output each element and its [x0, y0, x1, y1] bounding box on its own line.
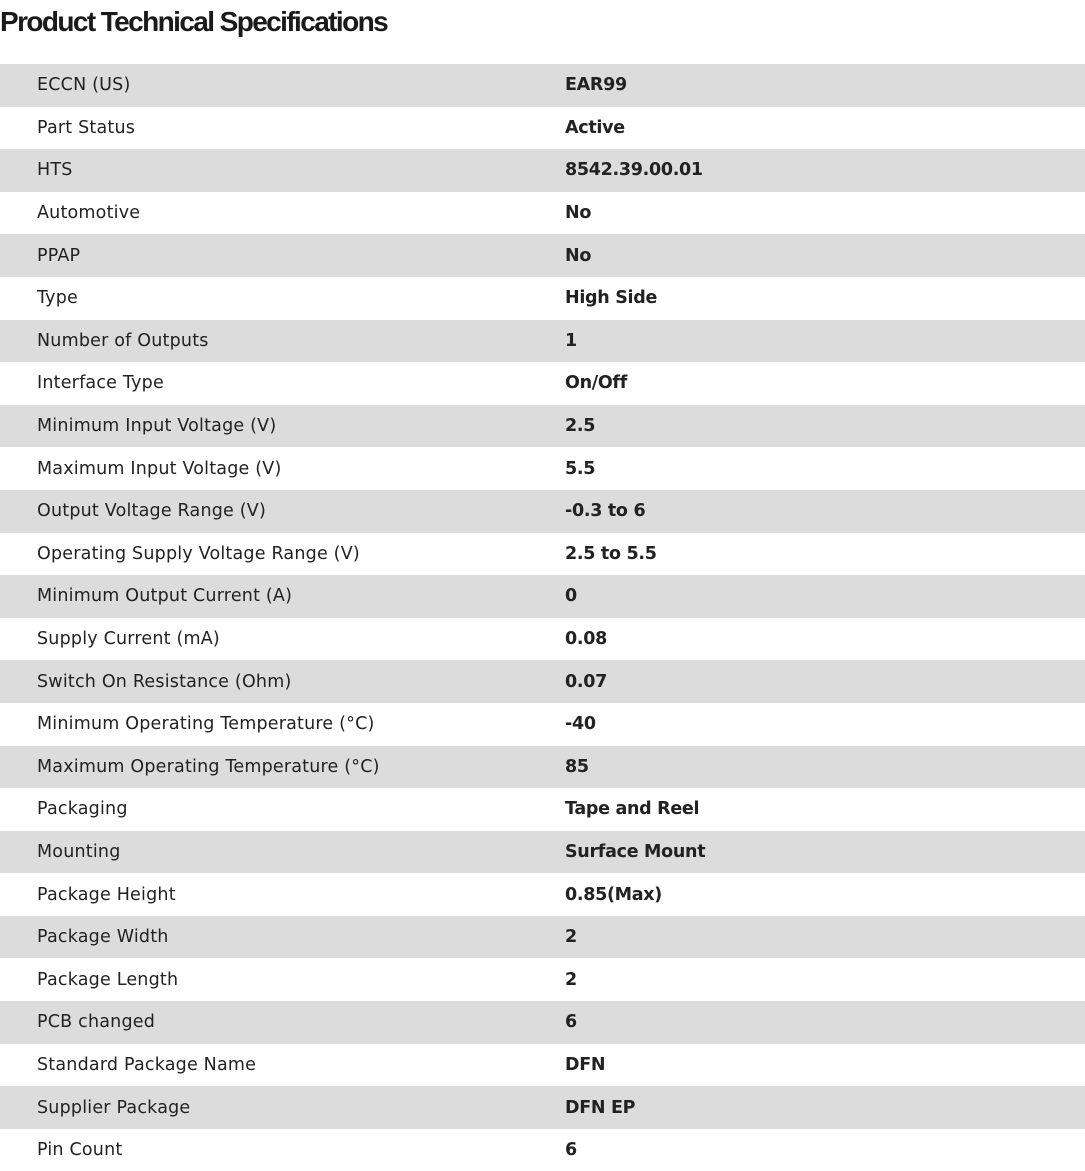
spec-label: Output Voltage Range (V) [37, 501, 267, 522]
spec-row-supply-current [0, 618, 1085, 661]
spec-value: High Side [565, 288, 658, 309]
spec-label: Maximum Operating Temperature (°C) [37, 756, 380, 777]
spec-label: Package Width [37, 927, 169, 948]
spec-row-min-output-current [0, 575, 1085, 618]
spec-value: 0.07 [565, 671, 607, 692]
spec-row-supplier-package [0, 1086, 1085, 1129]
spec-row-standard-package-name [0, 1044, 1085, 1087]
spec-row-package-height [0, 873, 1085, 916]
spec-value: 6 [565, 1140, 577, 1161]
spec-label: Supply Current (mA) [37, 629, 220, 650]
spec-label: HTS [37, 160, 73, 181]
spec-label: PPAP [37, 245, 81, 266]
spec-row-eccn [0, 64, 1085, 107]
spec-label: Type [37, 288, 78, 309]
spec-value: 0.08 [565, 629, 607, 650]
spec-label: Part Status [37, 117, 136, 138]
spec-row-package-width [0, 916, 1085, 959]
spec-row-mounting [0, 831, 1085, 874]
spec-label: Package Height [37, 884, 176, 905]
spec-label: Operating Supply Voltage Range (V) [37, 543, 360, 564]
spec-value: 8542.39.00.01 [565, 160, 703, 181]
spec-value: 2 [565, 969, 577, 990]
spec-label: ECCN (US) [37, 75, 131, 96]
spec-value: 2 [565, 927, 577, 948]
spec-row-operating-supply-voltage-range [0, 533, 1085, 576]
spec-value: 2.5 to 5.5 [565, 543, 657, 564]
spec-label: Mounting [37, 841, 121, 862]
page-title: Product Technical Specifications [0, 6, 388, 37]
spec-label: PCB changed [37, 1012, 156, 1033]
spec-row-min-operating-temp [0, 703, 1085, 746]
spec-row-pin-count [0, 1129, 1085, 1171]
spec-label: Minimum Input Voltage (V) [37, 416, 277, 437]
spec-value: EAR99 [565, 75, 627, 96]
spec-label: Maximum Input Voltage (V) [37, 458, 282, 479]
spec-label: Automotive [37, 203, 141, 224]
spec-label: Supplier Package [37, 1097, 191, 1118]
spec-row-max-operating-temp [0, 746, 1085, 789]
spec-row-switch-on-resistance [0, 660, 1085, 703]
spec-value: No [565, 203, 592, 224]
spec-table-body [0, 64, 1085, 1171]
spec-label: Pin Count [37, 1140, 123, 1161]
spec-row-package-length [0, 958, 1085, 1001]
spec-value: 5.5 [565, 458, 596, 479]
spec-value: 85 [565, 756, 589, 777]
spec-table [0, 64, 1085, 1171]
spec-row-pcb-changed [0, 1001, 1085, 1044]
spec-label: Minimum Operating Temperature (°C) [37, 714, 375, 735]
spec-row-ppap [0, 234, 1085, 277]
spec-value: -40 [565, 714, 596, 735]
spec-row-max-input-voltage [0, 447, 1085, 490]
spec-value: 1 [565, 330, 577, 351]
spec-label: Interface Type [37, 373, 164, 394]
spec-value: No [565, 245, 592, 266]
spec-value: 2.5 [565, 416, 596, 437]
spec-row-min-input-voltage [0, 405, 1085, 448]
spec-label: Packaging [37, 799, 128, 820]
spec-value: On/Off [565, 373, 628, 394]
spec-value: Active [565, 117, 625, 138]
spec-value: -0.3 to 6 [565, 501, 646, 522]
spec-row-part-status [0, 107, 1085, 150]
spec-value: Surface Mount [565, 841, 706, 862]
spec-row-number-of-outputs [0, 320, 1085, 363]
spec-label: Package Length [37, 969, 179, 990]
spec-row-interface-type [0, 362, 1085, 405]
spec-row-hts [0, 149, 1085, 192]
spec-label: Switch On Resistance (Ohm) [37, 671, 292, 692]
spec-row-type [0, 277, 1085, 320]
spec-value: Tape and Reel [565, 799, 700, 820]
spec-row-packaging [0, 788, 1085, 831]
spec-value: DFN [565, 1054, 606, 1075]
spec-row-automotive [0, 192, 1085, 235]
spec-value: DFN EP [565, 1097, 636, 1118]
spec-row-output-voltage-range [0, 490, 1085, 533]
spec-label: Number of Outputs [37, 330, 209, 351]
spec-label: Minimum Output Current (A) [37, 586, 293, 607]
spec-label: Standard Package Name [37, 1054, 257, 1075]
spec-value: 0 [565, 586, 577, 607]
spec-value: 6 [565, 1012, 577, 1033]
spec-value: 0.85(Max) [565, 884, 662, 905]
